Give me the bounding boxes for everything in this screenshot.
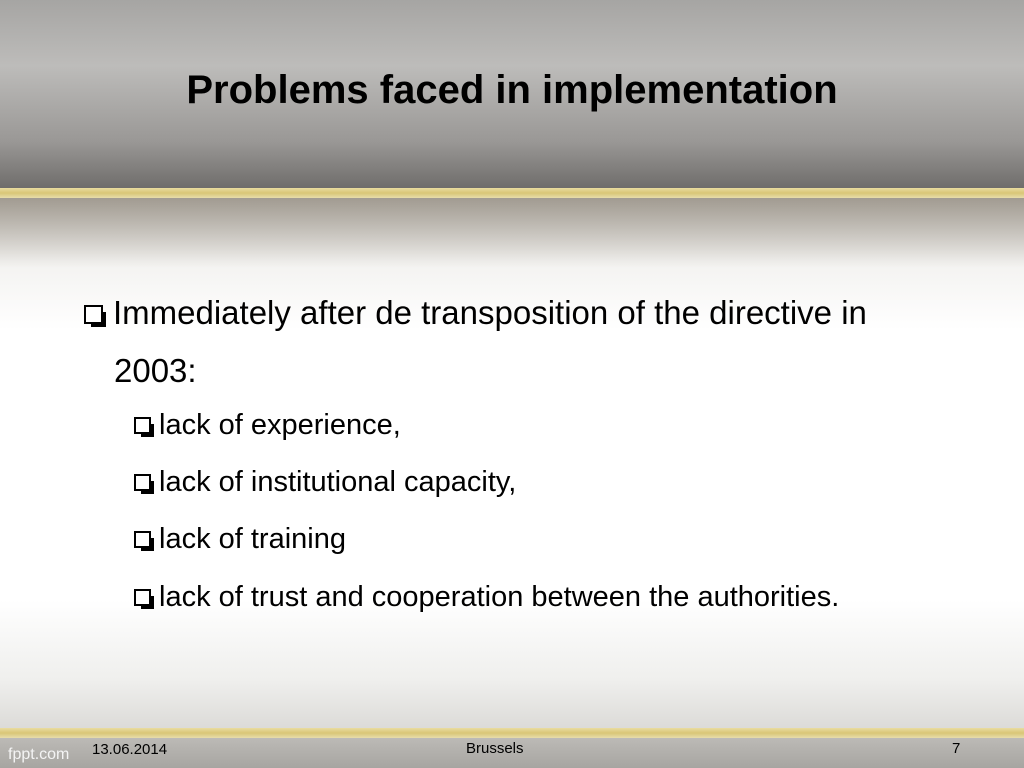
list-item [134, 465, 516, 499]
checkbox-bullet-icon [84, 305, 103, 324]
list-item-text: lack of experience, [159, 409, 401, 441]
watermark-logo: fppt.com [8, 746, 70, 763]
list-item-text: lack of trust and cooperation between the authorities. [159, 581, 840, 613]
checkbox-bullet-icon [134, 474, 151, 491]
page-number: 7 [952, 740, 961, 757]
list-item-text: lack of institutional capacity, [159, 466, 517, 498]
list-item [134, 580, 839, 614]
list-item [134, 408, 401, 442]
bullet-main-text: Immediately after de transposition of the directive in 2003: [113, 294, 867, 389]
footer-location: Brussels [466, 740, 524, 757]
footer-date: 13.06.2014 [92, 741, 168, 758]
slide-footer [0, 738, 1024, 768]
list-item [134, 522, 346, 556]
list-item-text: lack of training [159, 523, 346, 555]
checkbox-bullet-icon [134, 589, 151, 606]
checkbox-bullet-icon [134, 531, 151, 548]
bullet-main [84, 284, 914, 400]
gold-divider-bottom [0, 728, 1024, 738]
checkbox-bullet-icon [134, 417, 151, 434]
slide-title: Problems faced in implementation [186, 68, 838, 112]
